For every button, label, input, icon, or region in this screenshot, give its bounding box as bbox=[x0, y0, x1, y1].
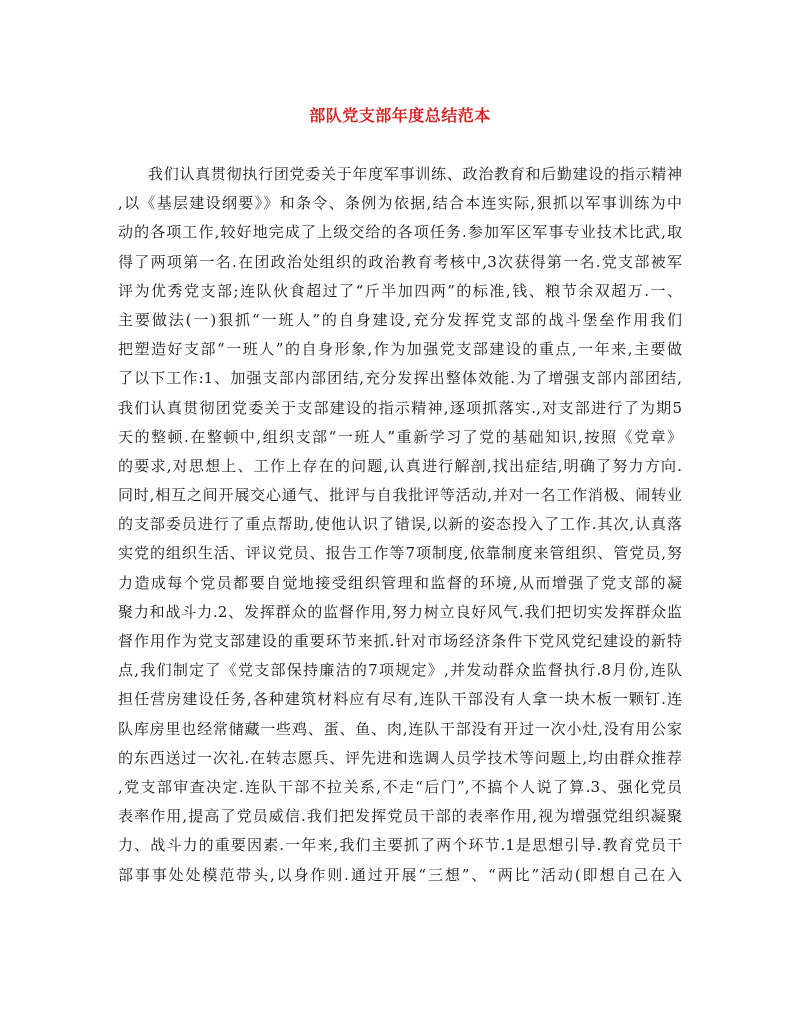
body-line: 的东西送过一次礼.在转志愿兵、评先进和选调人员学技术等问题上,均由群众推荐 bbox=[118, 748, 682, 767]
body-line: 主要做法(一)狠抓“一班人”的自身建设,充分发挥党支部的战斗堡垒作用我们 bbox=[118, 310, 682, 329]
body-line: ,以《基层建设纲要》》和条令、条例为依据,结合本连实际,狠抓以军事训练为中 bbox=[118, 194, 682, 213]
body-line: 队库房里也经常储藏一些鸡、蛋、鱼、肉,连队干部没有开过一次小灶,没有用公家 bbox=[118, 719, 682, 738]
body-line: 我们认真贯彻团党委关于支部建设的指示精神,逐项抓落实.,对支部进行了为期5 bbox=[118, 398, 682, 417]
body-line: 力、战斗力的重要因素.一年来,我们主要抓了两个环节.1是思想引导.教育党员干 bbox=[118, 836, 682, 855]
body-line: 实党的组织生活、评议党员、报告工作等7项制度,依靠制度来管组织、管党员,努 bbox=[118, 544, 682, 563]
body-line: 力造成每个党员都要自觉地接受组织管理和监督的环境,从而增强了党支部的凝 bbox=[118, 573, 682, 592]
body-line: 的支部委员进行了重点帮助,使他认识了错误,以新的姿态投入了工作.其次,认真落 bbox=[118, 515, 682, 534]
body-line: 的要求,对思想上、工作上存在的问题,认真进行解剖,找出症结,明确了努力方向. bbox=[118, 456, 682, 475]
body-line: 把塑造好支部“一班人”的自身形象,作为加强党支部建设的重点,一年来,主要做 bbox=[118, 340, 682, 359]
body-line: ,党支部审查决定.连队干部不拉关系,不走“后门”,不搞个人说了算.3、强化党员 bbox=[118, 777, 682, 796]
document-title: 部队党支部年度总结范本 bbox=[309, 106, 491, 125]
body-line: 表率作用,提高了党员威信.我们把发挥党员干部的表率作用,视为增强党组织凝聚 bbox=[118, 807, 682, 826]
body-line: 评为优秀党支部;连队伙食超过了“斤半加四两”的标准,钱、粮节余双超万.一、 bbox=[118, 281, 682, 300]
body-line: 得了两项第一名.在团政治处组织的政治教育考核中,3次获得第一名.党支部被军 bbox=[118, 252, 682, 271]
body-line: 聚力和战斗力.2、发挥群众的监督作用,努力树立良好风气.我们把切实发挥群众监 bbox=[118, 602, 682, 621]
document-body bbox=[118, 160, 682, 890]
body-line: 同时,相互之间开展交心通气、批评与自我批评等活动,并对一名工作消极、闹转业 bbox=[118, 486, 682, 505]
body-line: 点,我们制定了《党支部保持廉洁的7项规定》,并发动群众监督执行.8月份,连队 bbox=[118, 661, 682, 680]
body-line: 部事事处处模范带头,以身作则.通过开展“三想”、“两比”活动(即想自己在入 bbox=[118, 865, 682, 884]
body-line: 了以下工作:1、加强支部内部团结,充分发挥出整体效能.为了增强支部内部团结, bbox=[118, 369, 682, 388]
body-line: 动的各项工作,较好地完成了上级交给的各项任务.参加军区军事专业技术比武,取 bbox=[118, 223, 682, 242]
body-line: 担任营房建设任务,各种建筑材料应有尽有,连队干部没有人拿一块木板一颗钉.连 bbox=[118, 690, 682, 709]
body-line: 天的整顿.在整顿中,组织支部“一班人”重新学习了党的基础知识,按照《党章》 bbox=[118, 427, 682, 446]
body-line: 我们认真贯彻执行团党委关于年度军事训练、政治教育和后勤建设的指示精神 bbox=[148, 165, 682, 183]
body-line: 督作用作为党支部建设的重要环节来抓.针对市场经济条件下党风党纪建设的新特 bbox=[118, 632, 682, 650]
